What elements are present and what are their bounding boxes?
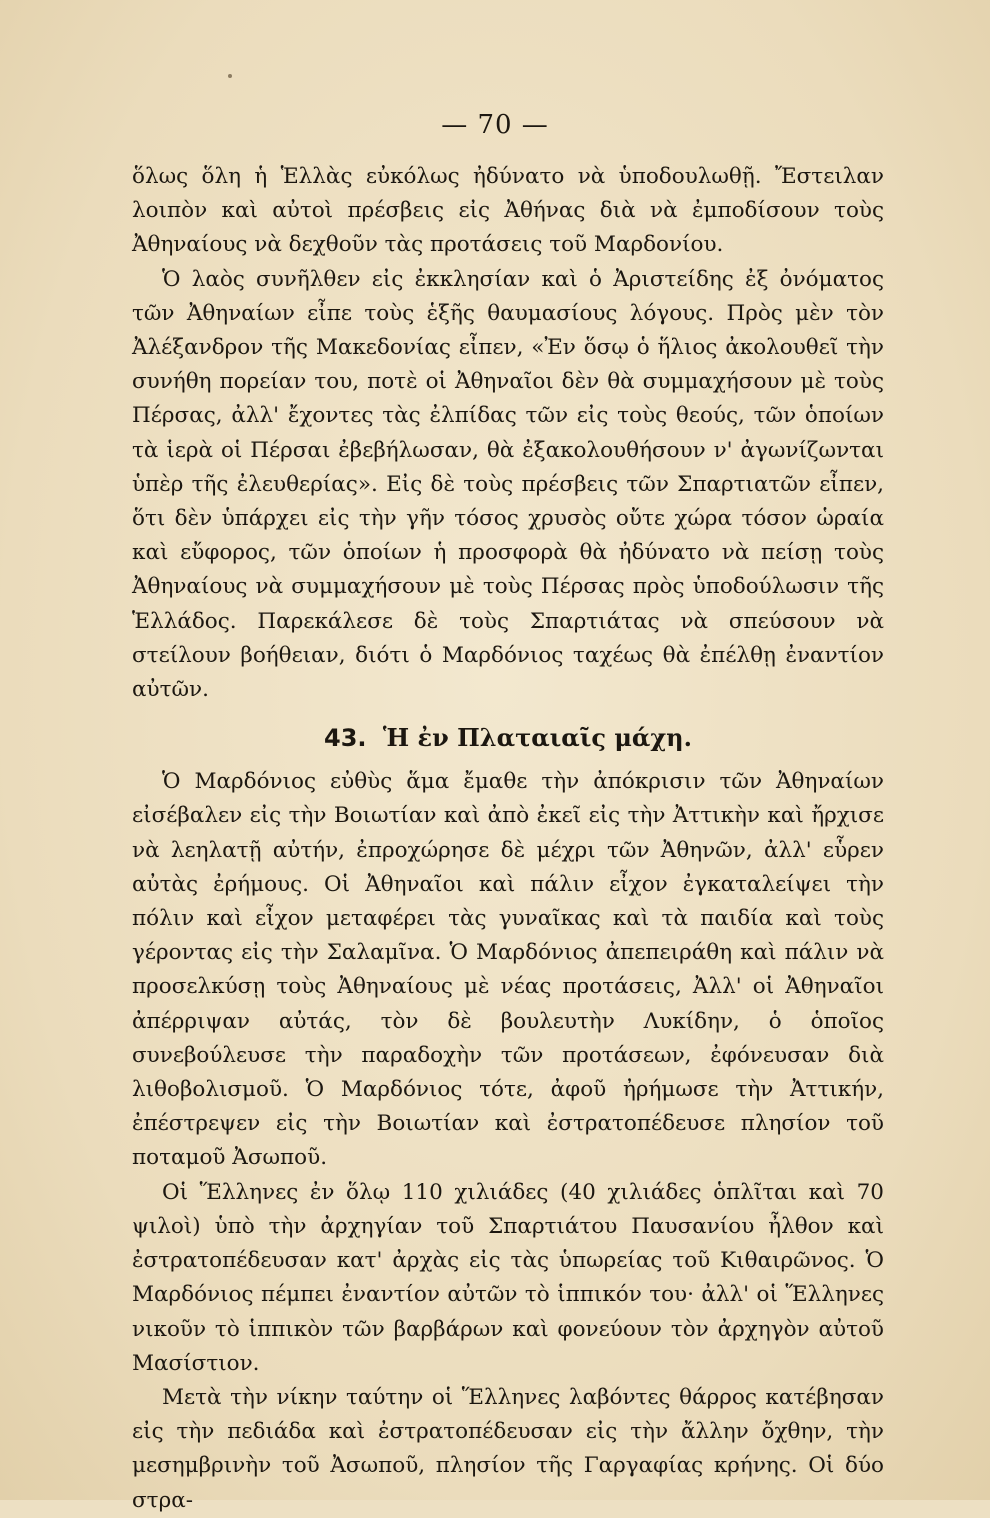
- section-title: Ἡ ἐν Πλαταιαῖς μάχη.: [382, 723, 692, 753]
- paragraph-greek-army: Οἱ Ἕλληνες ἐν ὅλῳ 110 χιλιάδες (40 χιλιάδες ὁπλῖται καὶ 70 ψιλοὶ) ὑπὸ τὴν ἀρχηγίαν τοῦ Σπαρτιάτου Παυσανίου ἦλθον καὶ ἐστρατοπέδευσαν κατ' ἀρχὰς εἰς τὰς ὑπωρείας τοῦ Κιθαιρῶνος. Ὁ Μαρδόνιος πέμπει ἐναντίον αὐτῶν τὸ ἱππικόν του· ἀλλ' οἱ Ἕλληνες νικοῦν τὸ ἱππικὸν τῶν βαρβάρων καὶ φονεύουν τὸν ἀρχηγὸν αὐτοῦ Μασίστιον.: [132, 1179, 884, 1376]
- paragraph-continuation: ὅλως ὅλη ἡ Ἑλλὰς εὐκόλως ἠδύνατο νὰ ὑποδουλωθῇ. Ἔστειλαν λοιπὸν καὶ αὐτοὶ πρέσβεις εἰς Ἀθήνας διὰ νὰ ἐμποδίσουν τοὺς Ἀθηναίους νὰ δεχθοῦν τὰς προτάσεις τοῦ Μαρδονίου.: [132, 164, 884, 258]
- ink-spot: [228, 74, 232, 78]
- paragraph-asopus-camp: Μετὰ τὴν νίκην ταύτην οἱ Ἕλληνες λαβόντες θάρρος κατέβησαν εἰς τὴν πεδιάδα καὶ ἐστρατοπέδευσαν εἰς τὴν ἄλλην ὄχθην, τὴν μεσημβρινὴν τοῦ Ἀσωποῦ, πλησίον τῆς Γαργαφίας κρήνης. Οἱ δύο στρα-: [132, 1384, 884, 1513]
- body-text: [132, 160, 884, 1518]
- page-number: — 70 —: [441, 110, 549, 140]
- section-heading: [132, 721, 884, 755]
- paragraph-mardonius-invasion: Ὁ Μαρδόνιος εὐθὺς ἅμα ἔμαθε τὴν ἀπόκρισιν τῶν Ἀθηναίων εἰσέβαλεν εἰς τὴν Βοιωτίαν καὶ ἀπὸ ἐκεῖ εἰς τὴν Ἀττικὴν καὶ ἤρχισε νὰ λεηλατῇ αὐτήν, ἐπροχώρησε δὲ μέχρι τῶν Ἀθηνῶν, ἀλλ' εὗρεν αὐτὰς ἐρήμους. Οἱ Ἀθηναῖοι καὶ πάλιν εἶχον ἐγκαταλείψει τὴν πόλιν καὶ εἶχον μεταφέρει τὰς γυναῖκας καὶ τὰ παιδία καὶ τοὺς γέροντας εἰς τὴν Σαλαμῖνα. Ὁ Μαρδόνιος ἀπεπειράθη καὶ πάλιν νὰ προσελκύσῃ τοὺς Ἀθηναίους μὲ νέας προτάσεις, Ἀλλ' οἱ Ἀθηναῖοι ἀπέρριψαν αὐτάς, τὸν δὲ βουλευτὴν Λυκίδην, ὁ ὁποῖος συνεβούλευσε τὴν παραδοχὴν τῶν προτάσεων, ἐφόνευσαν διὰ λιθοβολισμοῦ. Ὁ Μαρδόνιος τότε, ἀφοῦ ἠρήμωσε τὴν Ἀττικήν, ἐπέστρεψεν εἰς τὴν Βοιωτίαν καὶ ἐστρατοπέδευσε πλησίον τοῦ ποταμοῦ Ἀσωποῦ.: [132, 769, 884, 1171]
- section-number: 43.: [324, 724, 367, 753]
- paragraph-aristeides-speech: Ὁ λαὸς συνῆλθεν εἰς ἐκκλησίαν καὶ ὁ Ἀριστείδης ἐξ ὀνόματος τῶν Ἀθηναίων εἶπε τοὺς ἑξῆς θαυμασίους λόγους. Πρὸς μὲν τὸν Ἀλέξανδρον τῆς Μακεδονίας εἶπεν, «Ἐν ὅσῳ ὁ ἥλιος ἀκολουθεῖ τὴν συνήθη πορείαν του, ποτὲ οἱ Ἀθηναῖοι δὲν θὰ συμμαχήσουν μὲ τοὺς Πέρσας, ἀλλ' ἔχοντες τὰς ἐλπίδας τῶν εἰς τοὺς θεούς, τῶν ὁποίων τὰ ἱερὰ οἱ Πέρσαι ἐβεβήλωσαν, θὰ ἐξακολουθήσουν ν' ἀγωνίζωνται ὑπὲρ τῆς ἐλευθερίας». Εἰς δὲ τοὺς πρέσβεις τῶν Σπαρτιατῶν εἶπεν, ὅτι δὲν ὑπάρχει εἰς τὴν γῆν τόσος χρυσὸς οὔτε χώρα τόσον ὡραία καὶ εὔφορος, τῶν ὁποίων ἡ προσφορὰ θὰ ἠδύνατο νὰ πείσῃ τοὺς Ἀθηναίους νὰ συμμαχήσουν μὲ τοὺς Πέρσας πρὸς ὑποδούλωσιν τῆς Ἑλλάδος. Παρεκάλεσε δὲ τοὺς Σπαρτιάτας νὰ σπεύσουν νὰ στείλουν βοήθειαν, διότι ὁ Μαρδόνιος ταχέως θὰ ἐπέλθῃ ἐναντίον αὐτῶν.: [132, 266, 884, 703]
